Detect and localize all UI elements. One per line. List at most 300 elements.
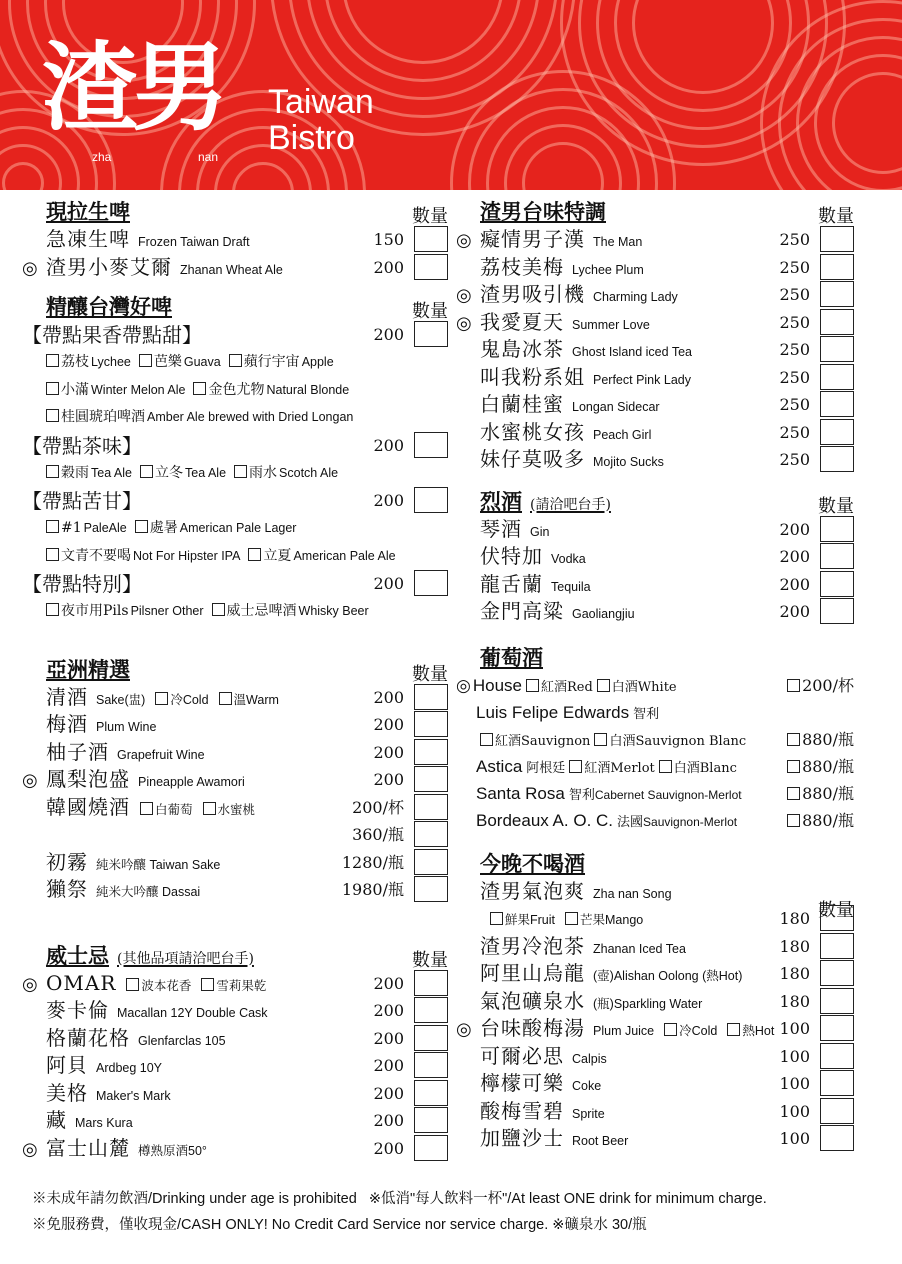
footer-notes: [32, 1186, 892, 1238]
quantity-box[interactable]: [820, 988, 854, 1014]
item-option-label: 白葡萄: [155, 802, 193, 817]
beer-option: [46, 382, 185, 398]
quantity-box[interactable]: [820, 226, 854, 252]
beer-option-row: [22, 460, 450, 488]
special-mark: ◎: [456, 230, 472, 251]
checkbox[interactable]: [201, 978, 214, 991]
beer-option-row: [22, 598, 450, 626]
checkbox[interactable]: [597, 679, 610, 692]
quantity-box[interactable]: [820, 516, 854, 542]
item-name-zh: 白蘭桂蜜: [480, 392, 564, 416]
beer-option: [46, 354, 131, 370]
menu-item: [456, 543, 856, 571]
special-mark: ◎: [456, 312, 472, 334]
quantity-box[interactable]: [414, 821, 448, 847]
section-title-text: 今晚不喝酒: [480, 850, 585, 876]
wine-option: [659, 761, 737, 775]
item-option-label: 水蜜桃: [217, 802, 256, 817]
item-price: 180: [779, 936, 810, 956]
item-name-en: 樽熟原酒50°: [138, 1143, 207, 1158]
wine-price-label: 200/杯: [802, 675, 854, 695]
wine-price-label: 880/瓶: [802, 783, 854, 803]
item-option: [664, 1024, 717, 1038]
quantity-box[interactable]: [414, 487, 448, 513]
beer-option-row: [22, 543, 450, 571]
checkbox[interactable]: [787, 760, 800, 773]
special-mark: ◎: [456, 285, 472, 306]
beer-name-zh: 小滿: [61, 381, 89, 398]
menu-item: [22, 254, 450, 282]
checkbox[interactable]: [203, 802, 216, 815]
checkbox[interactable]: [46, 409, 59, 422]
checkbox[interactable]: [126, 978, 139, 991]
checkbox[interactable]: [193, 382, 206, 395]
wine-origin: 智利: [633, 706, 660, 722]
quantity-box[interactable]: [414, 321, 448, 347]
menu-item: [456, 1098, 856, 1126]
craft-group-label: 【帶點茶味】: [22, 433, 142, 458]
section-title-text: 現拉生啤: [46, 199, 130, 224]
item-price: 200: [779, 602, 810, 621]
item-name-en: Mars Kura: [75, 1116, 133, 1130]
wine-row: [456, 753, 856, 780]
item-name-zh: 阿貝: [46, 1053, 88, 1077]
item-name-zh: 伏特加: [480, 544, 543, 568]
menu-item: [22, 684, 450, 712]
menu-item: [456, 988, 856, 1016]
menu-item: [22, 739, 450, 767]
item-price: 200: [373, 1083, 404, 1103]
menu-item: [22, 876, 450, 904]
item-price: 200: [373, 1138, 404, 1158]
menu-item: [22, 849, 450, 877]
menu-item: [456, 598, 856, 626]
section-title: [456, 644, 856, 672]
quantity-box[interactable]: [820, 1125, 854, 1151]
quantity-box[interactable]: [820, 960, 854, 986]
item-name-en: 純米吟釀 Taiwan Sake: [96, 857, 221, 872]
craft-group-name: [22, 570, 450, 598]
quantity-box[interactable]: [414, 711, 448, 737]
item-name-en: Charming Lady: [593, 290, 678, 304]
quantity-box[interactable]: [414, 739, 448, 765]
item-name-zh: 富士山麓: [46, 1135, 130, 1160]
beer-name-zh: 文青不要喝: [61, 547, 131, 564]
quantity-box[interactable]: [414, 1025, 448, 1051]
quantity-box[interactable]: [820, 446, 854, 472]
section-title: [456, 488, 856, 516]
beer-name-en: Not For Hipster IPA: [133, 548, 241, 563]
item-option-label: 冷Cold: [679, 1024, 718, 1038]
quantity-box[interactable]: [820, 1098, 854, 1124]
menu-item: [456, 226, 856, 254]
special-mark: ◎: [456, 675, 471, 695]
beer-option: [140, 465, 226, 481]
quantity-box[interactable]: [414, 1080, 448, 1106]
item-price: 250: [779, 312, 810, 332]
wine-option: [480, 734, 590, 748]
item-option: [219, 693, 279, 707]
menu-item: [22, 1080, 450, 1108]
item-option-label: 鮮果Fruit: [505, 913, 556, 927]
quantity-box[interactable]: [820, 905, 854, 931]
item-name-zh: 龍舌蘭: [480, 571, 543, 596]
left-column: [22, 198, 450, 1162]
item-name-en: Calpis: [572, 1051, 607, 1066]
item-price: 250: [779, 257, 810, 277]
beer-option: [46, 409, 353, 425]
brand-line-taiwan: Taiwan: [268, 83, 374, 121]
menu-item: [22, 794, 450, 822]
section-title-text: 葡萄酒: [480, 644, 543, 670]
item-name-en: Peach Girl: [593, 427, 652, 442]
item-name-zh: 我愛夏天: [480, 309, 564, 334]
spacer: [22, 281, 450, 293]
item-option: [201, 979, 266, 993]
item-name-zh: 檸檬可樂: [480, 1071, 564, 1095]
item-option-label: 雪莉果乾: [216, 978, 267, 993]
wine-origin: 智利: [568, 787, 595, 803]
menu-item: [456, 1015, 856, 1043]
wine-price: [787, 726, 854, 753]
section-title: [22, 198, 450, 226]
checkbox[interactable]: [140, 465, 153, 478]
wine-name: Santa Rosa: [476, 783, 565, 803]
quantity-box[interactable]: [820, 309, 854, 335]
checkbox[interactable]: [480, 733, 493, 746]
item-name-en: The Man: [593, 235, 643, 249]
special-mark: ◎: [22, 257, 38, 279]
craft-group-label: 【帶點苦甘】: [22, 489, 142, 513]
checkbox[interactable]: [526, 679, 539, 692]
quantity-header: 數量: [412, 206, 448, 227]
logo-pinyin-zha: zha: [92, 150, 112, 164]
beer-name-en: Guava: [183, 355, 221, 369]
menu-section: [22, 942, 450, 1163]
craft-group-name: [22, 432, 450, 460]
wine-option: [526, 680, 593, 694]
menu-item: [22, 766, 450, 794]
item-price: 1980/瓶: [341, 880, 404, 899]
item-name-en: Summer Love: [572, 317, 650, 332]
quantity-header: 數量: [412, 301, 448, 322]
item-name-en: Coke: [572, 1079, 602, 1093]
footer-cash-note: ※免服務費，僅收現金/CASH ONLY! No Credit Card Service nor service charge.: [32, 1217, 549, 1233]
item-name-en: Zha nan Song: [593, 886, 672, 901]
wine-row: [456, 699, 856, 726]
wine-option-label: 白酒Sauvignon Blanc: [609, 733, 747, 749]
wine-price: [787, 807, 854, 834]
beer-name-zh: 蘋行宇宙: [243, 354, 300, 370]
beer-name-en: Scotch Ale: [279, 465, 339, 480]
menu-item: [22, 1107, 450, 1135]
quantity-box[interactable]: [414, 849, 448, 875]
item-price: 200: [373, 715, 404, 734]
menu-item: [456, 1125, 856, 1153]
item-name-zh: 可爾必思: [480, 1043, 564, 1068]
section-title: [456, 850, 856, 878]
item-name-zh: 叫我粉系姐: [480, 364, 585, 389]
beer-name-zh: 穀雨: [61, 464, 89, 481]
quantity-box[interactable]: [820, 1015, 854, 1041]
checkbox[interactable]: [212, 603, 225, 616]
item-name-en: Grapefruit Wine: [117, 747, 205, 762]
item-name-zh: 渣男吸引機: [480, 282, 585, 306]
checkbox[interactable]: [139, 354, 152, 367]
menu-item: [22, 1135, 450, 1163]
quantity-box[interactable]: [414, 970, 448, 996]
quantity-box[interactable]: [820, 1070, 854, 1096]
beer-name-en: Amber Ale brewed with Dried Longan: [147, 410, 354, 424]
item-name-en: Ghost Island iced Tea: [572, 345, 692, 359]
beer-option: [46, 603, 204, 619]
beer-name-zh: 立冬: [155, 464, 184, 481]
menu-item: [456, 1070, 856, 1098]
special-mark: ◎: [456, 1019, 472, 1040]
beer-name-zh: 夜市用Pils: [61, 603, 129, 619]
menu-section: [456, 850, 856, 1153]
menu-item: [22, 821, 450, 849]
menu-item: [22, 711, 450, 739]
item-name-zh: 清酒: [46, 684, 88, 709]
checkbox[interactable]: [46, 603, 59, 616]
quantity-header: 數量: [818, 495, 854, 517]
wine-price-label: 880/瓶: [802, 729, 854, 749]
craft-group-price: 200: [373, 491, 404, 510]
wine-option-label: 紅酒Merlot: [584, 760, 655, 776]
beer-name-zh: 桂圓琥珀啤酒: [61, 409, 145, 425]
checkbox[interactable]: [46, 465, 59, 478]
checkbox[interactable]: [46, 548, 59, 561]
item-name-en: Glenfarclas 105: [138, 1033, 226, 1048]
menu-item: [22, 997, 450, 1025]
item-name-en: (壺)Alishan Oolong (熱Hot): [593, 969, 743, 983]
item-name-zh: 酸梅雪碧: [480, 1098, 564, 1123]
checkbox[interactable]: [569, 760, 582, 773]
quantity-box[interactable]: [414, 876, 448, 902]
item-price: 1280/瓶: [341, 852, 404, 872]
quantity-box[interactable]: [414, 1052, 448, 1078]
quantity-header: 數量: [818, 206, 854, 227]
quantity-box[interactable]: [820, 391, 854, 417]
quantity-box[interactable]: [820, 364, 854, 390]
menu-item: [456, 336, 856, 364]
item-name-zh: 急凍生啤: [46, 227, 130, 251]
beer-name-en: Winter Melon Ale: [91, 382, 186, 397]
checkbox[interactable]: [219, 692, 232, 705]
quantity-box[interactable]: [414, 1135, 448, 1161]
item-price: 100: [779, 1019, 810, 1038]
section-title: [22, 293, 450, 321]
quantity-box[interactable]: [414, 432, 448, 458]
beer-option-row: [22, 404, 450, 432]
quantity-box[interactable]: [820, 336, 854, 362]
checkbox[interactable]: [787, 733, 800, 746]
item-name-zh: 渣男氣泡爽: [480, 878, 585, 903]
menu-item: [456, 905, 856, 933]
menu-item: [456, 933, 856, 961]
item-price: 100: [779, 1046, 810, 1066]
item-name-en: Tequila: [551, 579, 591, 594]
footer-water-note: ※礦泉水 30/瓶: [552, 1217, 647, 1233]
beer-name-zh: 金色尤物: [208, 381, 265, 398]
item-price: 200: [373, 742, 404, 762]
menu-section: [456, 488, 856, 626]
footer-min-charge-note: ※低消"每人飲料一杯"/At least ONE drink for minimum charge.: [368, 1191, 767, 1207]
item-name-zh: 韓國燒酒: [46, 794, 130, 819]
craft-group-name: [22, 487, 450, 515]
beer-option: [234, 465, 338, 481]
item-name-en: Root Beer: [572, 1134, 629, 1148]
checkbox[interactable]: [46, 382, 59, 395]
item-name-zh: 梅酒: [46, 712, 88, 736]
beer-option: [229, 354, 334, 370]
quantity-box[interactable]: [820, 1043, 854, 1069]
menu-item: [456, 391, 856, 419]
menu-item: [456, 281, 856, 309]
wine-name: Bordeaux A. O. C.: [476, 810, 614, 830]
wine-price: [787, 753, 854, 780]
quantity-box[interactable]: [820, 281, 854, 307]
quantity-box[interactable]: [820, 598, 854, 624]
quantity-header: 數量: [412, 663, 448, 685]
beer-name-en: PaleAle: [83, 521, 127, 535]
beer-option: [212, 603, 369, 619]
checkbox[interactable]: [727, 1023, 740, 1036]
checkbox[interactable]: [787, 679, 800, 692]
item-option-label: 芒果Mango: [580, 913, 644, 927]
item-name-zh: 柚子酒: [46, 739, 109, 764]
item-option: [203, 803, 256, 817]
item-name-en: Macallan 12Y Double Cask: [117, 1006, 268, 1020]
beer-name-en: Natural Blonde: [266, 382, 350, 397]
logo: 渣男: [42, 31, 222, 144]
item-price: 200: [373, 1001, 404, 1020]
beer-name-en: Lychee: [91, 355, 131, 369]
item-price: 180: [779, 909, 810, 928]
wine-row: [456, 726, 856, 753]
checkbox[interactable]: [248, 548, 261, 561]
quantity-box[interactable]: [414, 997, 448, 1023]
brand-subtitle: [268, 84, 374, 156]
menu-item: [456, 364, 856, 392]
checkbox[interactable]: [234, 465, 247, 478]
checkbox[interactable]: [664, 1023, 677, 1036]
quantity-box[interactable]: [414, 766, 448, 792]
wine-option-label: 紅酒Sauvignon: [495, 733, 591, 749]
quantity-box[interactable]: [820, 571, 854, 597]
header-banner: [0, 0, 902, 190]
item-option-label: 熱Hot: [742, 1024, 775, 1038]
menu-section: [22, 198, 450, 281]
checkbox[interactable]: [46, 354, 59, 367]
item-name-zh: 琴酒: [480, 516, 522, 541]
item-price: 250: [779, 450, 810, 469]
right-column: [456, 198, 856, 1153]
checkbox[interactable]: [787, 787, 800, 800]
item-name-en: Plum Wine: [96, 720, 157, 734]
checkbox[interactable]: [229, 354, 242, 367]
item-name-en: (瓶)Sparkling Water: [593, 996, 703, 1011]
menu-item: [22, 1025, 450, 1053]
quantity-box[interactable]: [414, 1107, 448, 1133]
item-name-en: Maker's Mark: [96, 1088, 171, 1103]
wine-origin: 阿根廷: [526, 760, 566, 776]
item-price: 200: [373, 1056, 404, 1075]
checkbox[interactable]: [659, 760, 672, 773]
beer-option: [193, 382, 349, 398]
quantity-box[interactable]: [820, 419, 854, 445]
item-price: 180: [779, 964, 810, 983]
quantity-box[interactable]: [414, 226, 448, 252]
item-price: 200: [373, 973, 404, 993]
item-price: 250: [779, 340, 810, 359]
section-title: [456, 198, 856, 226]
item-name-en: Perfect Pink Lady: [593, 372, 691, 387]
beer-option: [139, 354, 221, 370]
item-price: 250: [779, 285, 810, 304]
quantity-box[interactable]: [414, 254, 448, 280]
spacer: [456, 474, 856, 488]
checkbox[interactable]: [490, 912, 503, 925]
quantity-box[interactable]: [414, 794, 448, 820]
item-price: 100: [779, 1074, 810, 1093]
item-option: [490, 913, 555, 927]
wine-option: [569, 761, 654, 775]
brand-line-bistro: Bistro: [268, 119, 355, 157]
beer-option-row: [22, 349, 450, 377]
item-name-zh: 癡情男子漢: [480, 227, 585, 251]
item-name-zh: 加鹽沙士: [480, 1126, 564, 1150]
item-name-en: Sprite: [572, 1106, 605, 1121]
item-price: 200: [779, 574, 810, 594]
menu-item: [22, 226, 450, 254]
item-name-en: Mojito Sucks: [593, 455, 664, 469]
item-name-zh: 水蜜桃女孩: [480, 419, 585, 444]
quantity-box[interactable]: [820, 254, 854, 280]
item-name-zh: 美格: [46, 1080, 88, 1105]
craft-group-label: 【帶點特別】: [22, 572, 142, 596]
item-price: 200: [779, 519, 810, 539]
item-option: [727, 1024, 774, 1038]
section-title: [22, 656, 450, 684]
menu-section: [22, 656, 450, 904]
quantity-box[interactable]: [414, 570, 448, 596]
checkbox[interactable]: [46, 520, 59, 533]
quantity-box[interactable]: [820, 933, 854, 959]
item-option-label: 波本花香: [141, 978, 192, 993]
craft-group-name: [22, 321, 450, 349]
item-name-zh: 荔枝美梅: [480, 254, 564, 279]
item-price: 250: [779, 422, 810, 442]
item-price: 200: [779, 547, 810, 566]
quantity-box[interactable]: [820, 543, 854, 569]
menu-item: [22, 970, 450, 998]
checkbox[interactable]: [787, 814, 800, 827]
item-price: 360/瓶: [352, 825, 404, 844]
checkbox[interactable]: [135, 520, 148, 533]
checkbox[interactable]: [155, 692, 168, 705]
special-mark: ◎: [22, 973, 38, 995]
item-price: 250: [779, 230, 810, 249]
quantity-box[interactable]: [414, 684, 448, 710]
item-name-zh: 金門高粱: [480, 599, 564, 623]
checkbox[interactable]: [594, 733, 607, 746]
checkbox[interactable]: [565, 912, 578, 925]
item-option-label: 溫Warm: [233, 692, 279, 707]
checkbox[interactable]: [140, 802, 153, 815]
beer-name-zh: 處暑: [149, 520, 178, 536]
